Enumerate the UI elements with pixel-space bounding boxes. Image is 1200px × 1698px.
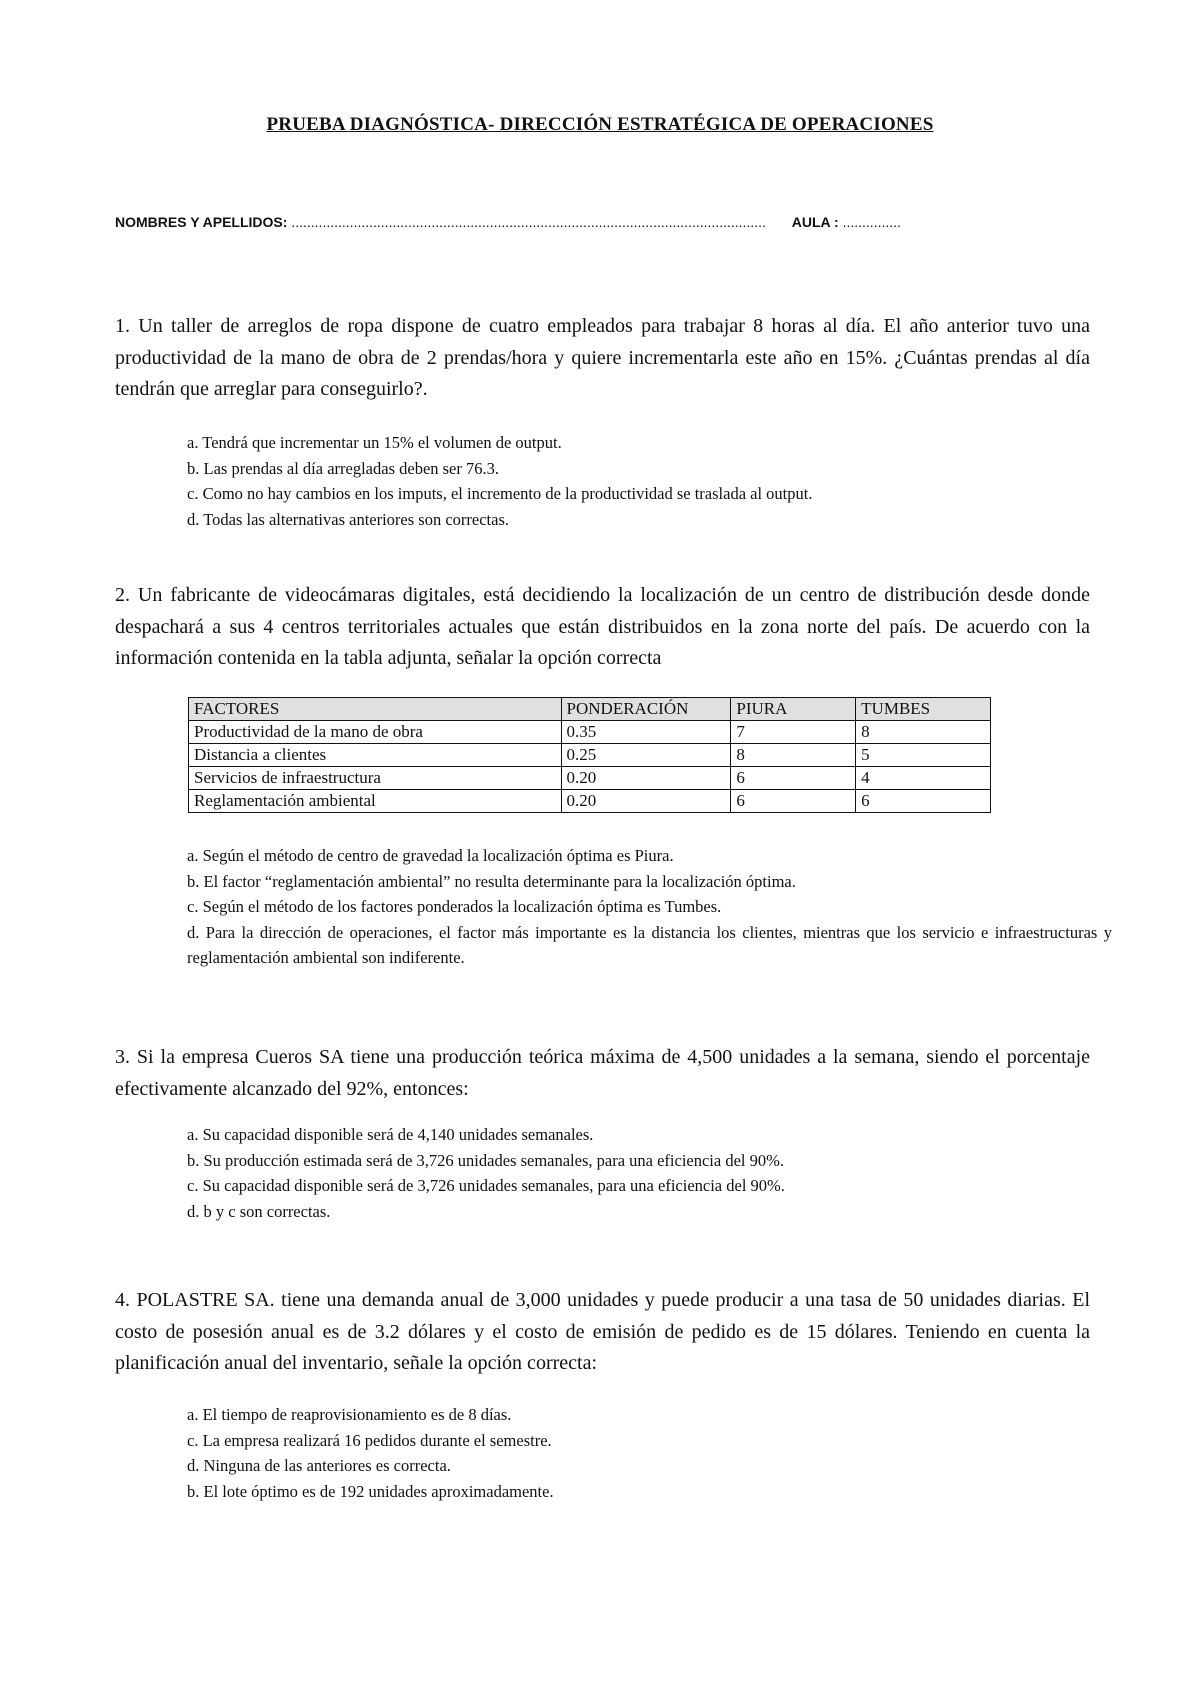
table-row bbox=[189, 790, 991, 813]
question-4-option-a: a. El tiempo de reaprovisionamiento es de 8 días. bbox=[187, 1405, 512, 1424]
table-cell-tumbes: 4 bbox=[856, 767, 991, 790]
table-cell-piura: 6 bbox=[731, 767, 856, 790]
question-2-option-c: c. Según el método de los factores ponderados la localización óptima es Tumbes. bbox=[187, 897, 722, 916]
table-header-factores: FACTORES bbox=[189, 698, 562, 721]
table-header-ponderacion: PONDERACIÓN bbox=[561, 698, 731, 721]
table-cell-weight: 0.25 bbox=[561, 744, 731, 767]
table-row bbox=[189, 744, 991, 767]
question-3-option-d: d. b y c son correctas. bbox=[187, 1201, 331, 1221]
question-2-option-a: a. Según el método de centro de gravedad la localización óptima es Piura. bbox=[187, 846, 674, 865]
question-1-option-b: b. Las prendas al día arregladas deben ser 76.3. bbox=[187, 458, 500, 478]
question-1-option-a: a. Tendrá que incrementar un 15% el volumen de output. bbox=[187, 433, 562, 452]
question-4-text: 4. POLASTRE SA. tiene una demanda anual de 3,000 unidades y puede producir a una tasa de 50 unidades diarias. El costo de posesión anual es de 3.2 dólares y el costo de emisión de pedido es de 15 dólares. Teniendo en cuenta la planificación anual del inventario, señale la opción correcta: bbox=[115, 1289, 1090, 1374]
table-cell-piura: 8 bbox=[731, 744, 856, 767]
table-cell-weight: 0.20 bbox=[561, 767, 731, 790]
table-cell-tumbes: 6 bbox=[856, 790, 991, 813]
question-2-option-b: b. El factor “reglamentación ambiental” no resulta determinante para la localización óptima. bbox=[187, 871, 796, 891]
aula-blank: ............... bbox=[842, 214, 901, 230]
student-info-line bbox=[115, 214, 1075, 230]
table-row bbox=[189, 767, 991, 790]
question-2-text: 2. Un fabricante de videocámaras digitales, está decidiendo la localización de un centro de distribución desde donde despachará a sus 4 centros territoriales actuales que están distribuidos en la zona norte del país. De acuerdo con la información contenida en la tabla adjunta, señalar la opción correcta bbox=[115, 584, 1090, 669]
question-3-option-c: c. Su capacidad disponible será de 3,726 unidades semanales, para una eficiencia del 90%. bbox=[187, 1176, 785, 1195]
question-4-option-c: c. La empresa realizará 16 pedidos durante el semestre. bbox=[187, 1430, 552, 1450]
question-1-text: 1. Un taller de arreglos de ropa dispone de cuatro empleados para trabajar 8 horas al día. El año anterior tuvo una productividad de la mano de obra de 2 prendas/hora y quiere incrementarla este año en 15%. ¿Cuántas prendas al día tendrán que arreglar para conseguirlo?. bbox=[115, 315, 1090, 400]
question-3-option-a: a. Su capacidad disponible será de 4,140 unidades semanales. bbox=[187, 1125, 594, 1144]
page-title: PRUEBA DIAGNÓSTICA- DIRECCIÓN ESTRATÉGICA DE OPERACIONES bbox=[266, 114, 934, 135]
table-header-row bbox=[189, 698, 991, 721]
factors-table bbox=[188, 697, 991, 813]
table-cell-tumbes: 8 bbox=[856, 721, 991, 744]
table-cell-weight: 0.35 bbox=[561, 721, 731, 744]
table-header-piura: PIURA bbox=[731, 698, 856, 721]
table-row bbox=[189, 721, 991, 744]
names-blank: .......................................................................................................................... bbox=[291, 214, 766, 230]
question-2-option-d: d. Para la dirección de operaciones, el factor más importante es la distancia los clientes, mientras que los servicio e infraestructuras y reglamentación ambiental son indiferente. bbox=[187, 922, 1112, 967]
names-label: NOMBRES Y APELLIDOS: bbox=[115, 214, 288, 230]
table-cell-piura: 7 bbox=[731, 721, 856, 744]
question-3-options bbox=[187, 1122, 1087, 1224]
question-1-option-c: c. Como no hay cambios en los imputs, el incremento de la productividad se traslada al output. bbox=[187, 484, 813, 503]
question-4-options bbox=[187, 1402, 1087, 1504]
table-cell-factor: Productividad de la mano de obra bbox=[189, 721, 562, 744]
question-2-options bbox=[187, 843, 1112, 971]
aula-label: AULA : bbox=[791, 214, 839, 230]
table-cell-factor: Distancia a clientes bbox=[189, 744, 562, 767]
question-1-options bbox=[187, 430, 1087, 532]
table-cell-weight: 0.20 bbox=[561, 790, 731, 813]
table-cell-tumbes: 5 bbox=[856, 744, 991, 767]
question-4-option-d: d. Ninguna de las anteriores es correcta. bbox=[187, 1456, 451, 1475]
question-4-option-b: b. El lote óptimo es de 192 unidades aproximadamente. bbox=[187, 1481, 554, 1501]
table-header-tumbes: TUMBES bbox=[856, 698, 991, 721]
question-3-option-b: b. Su producción estimada será de 3,726 unidades semanales, para una eficiencia del 90%. bbox=[187, 1150, 784, 1170]
table-cell-piura: 6 bbox=[731, 790, 856, 813]
table-cell-factor: Servicios de infraestructura bbox=[189, 767, 562, 790]
table-cell-factor: Reglamentación ambiental bbox=[189, 790, 562, 813]
question-1-option-d: d. Todas las alternativas anteriores son correctas. bbox=[187, 509, 510, 529]
question-3-text: 3. Si la empresa Cueros SA tiene una producción teórica máxima de 4,500 unidades a la semana, siendo el porcentaje efectivamente alcanzado del 92%, entonces: bbox=[115, 1046, 1090, 1100]
